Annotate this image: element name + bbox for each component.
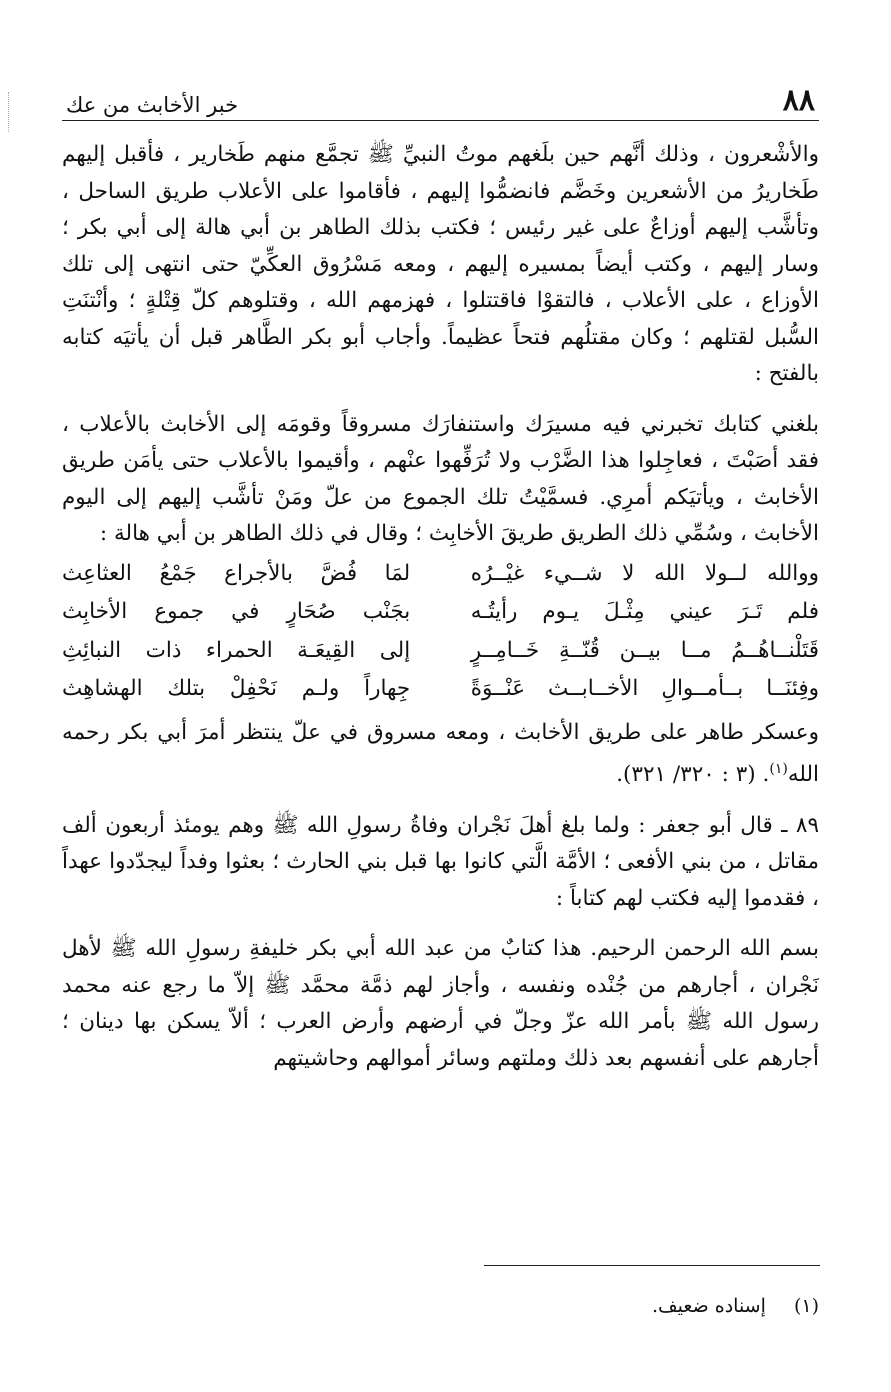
- footnote-number: (١): [793, 1295, 819, 1317]
- verse-second-hemistich: لمَا فُضَّ بالأجراع جَمْعُ العثاعِث: [62, 560, 411, 586]
- poem-verse: [62, 593, 819, 632]
- paragraph-3: [62, 715, 819, 794]
- verse-first-hemistich: وفِئنَــا بــأمــوالِ الأخــابــث عَنْــوَةً: [470, 676, 819, 701]
- verse-first-hemistich: قَتَلْنــاهُــمُ مــا بيــن قُنّــةِ خَــامِــرٍ: [470, 637, 819, 663]
- page-header: [62, 78, 819, 121]
- verse-first-hemistich: ووالله لــولا الله لا شــيء غيْــرُه: [470, 560, 819, 586]
- poem-verse: [62, 670, 819, 709]
- paragraph-1: والأشْعرون ، وذلك أنَّهم حين بلَغهم موتُ النبيِّ ﷺ تجمَّع منهم طَخارير ، فأقبل إليهم طَخاريرُ من الأشعرين وخَضَّم فانضمُّوا إليهم ، فأقاموا على الأعلاب طريق الساحل ، وتأشَّب إليهم أوزاعٌ على غير رئيس ؛ فكتب بذلك الطاهر بن أبي هالة إلى أبي بكر ؛ وسار إليهم ، وكتب أيضاً بمسيره إليهم ، ومعه مَسْرُوق العكِّيّ حتى انتهى إلى تلك الأوزاع ، على الأعلاب ، فالتقوْا فاقتتلوا ، فهزمهم الله ، وقتلوهم كلّ قِتْلةٍ ؛ وأنْتنَتِ السُّبل لقتلهم ؛ وكان مقتلُهم فتحاً عظيماً. وأجاب أبو بكر الطَّاهر قبل أن يأتيَه كتابه بالفتح :: [62, 142, 819, 386]
- verse-second-hemistich: إلى القِيعَـة الحمراء ذات النبائِثِ: [62, 637, 411, 663]
- page-number: ٨٨: [782, 83, 815, 118]
- book-page: [62, 78, 819, 1077]
- poem-verse: [62, 555, 819, 594]
- paragraph-4: ٨٩ ـ قال أبو جعفر : ولما بلغ أهلَ نَجْران وفاةُ رسولِ الله ﷺ وهم يومئذ أربعون ألف مقاتل ، من بني الأفعى ؛ الأمَّة الَّتي كانوا بها قبل بني الحارث ؛ بعثوا وفداً ليجدّدوا عهداً ، فقدموا إليه فكتب لهم كتاباً :: [62, 812, 819, 911]
- footnote: [652, 1293, 819, 1319]
- page-content: [62, 137, 819, 1077]
- running-title: خبر الأخابث من عك: [66, 93, 239, 117]
- citation: . (٣ : ٣٢٠/ ٣٢١).: [616, 762, 770, 788]
- verse-second-hemistich: بجَنْب صُحَارٍ في جموع الأخابِث: [62, 599, 411, 624]
- paragraph-2: بلغني كتابك تخبرني فيه مسيرَك واستنفارَك مسروقاً وقومَه إلى الأخابث بالأعلاب ، فقد أصَبْتَ ، فعاجِلوا هذا الضَّرْب ولا تُرَفِّهوا عنْهم ، وأقيموا بالأعلاب حتى يأمَن طريق الأخابث ، ويأتيَكم أمرِي. فسمَّيْتُ تلك الجموع من علّ ومَنْ تأشَّب إليهم إلى اليوم الأخابث ، وسُمِّي ذلك الطريق طريقَ الأخابِث ؛ وقال في ذلك الطاهر بن أبي هالة :: [62, 411, 819, 546]
- footnote-reference: (١): [769, 761, 788, 777]
- poem: [62, 555, 819, 709]
- footnote-text: إسناده ضعيف.: [651, 1295, 766, 1317]
- margin-mark: [8, 92, 11, 132]
- footnote-separator: [484, 1265, 820, 1266]
- verse-first-hemistich: فلم تَـرَ عيني مِثْـلَ يـوم رأيتُـه: [470, 599, 819, 624]
- verse-second-hemistich: جِهاراً ولـم نَحْفِلْ بتلك الهشاهِث: [62, 676, 411, 701]
- poem-verse: [62, 632, 819, 671]
- paragraph-3-text: وعسكر طاهر على طريق الأخابث ، ومعه مسروق في علّ ينتظر أمرَ أبي بكر رحمه الله: [62, 719, 819, 788]
- paragraph-5: بسم الله الرحمن الرحيم. هذا كتابٌ من عبد الله أبي بكر خليفةِ رسولِ الله ﷺ لأهل نَجْران ، أجارهم من جُنْده ونفسه ، وأجاز لهم ذمَّة محمَّد ﷺ إلاّ ما رجع عنه محمد رسول الله ﷺ بأمر الله عزّ وجلّ في أرضهم وأرض العرب ؛ ألاّ يسكن بها دينان ؛ أجارهم على أنفسهم بعد ذلك وملتهم وسائر أموالهم وحاشيتهم: [62, 936, 819, 1071]
